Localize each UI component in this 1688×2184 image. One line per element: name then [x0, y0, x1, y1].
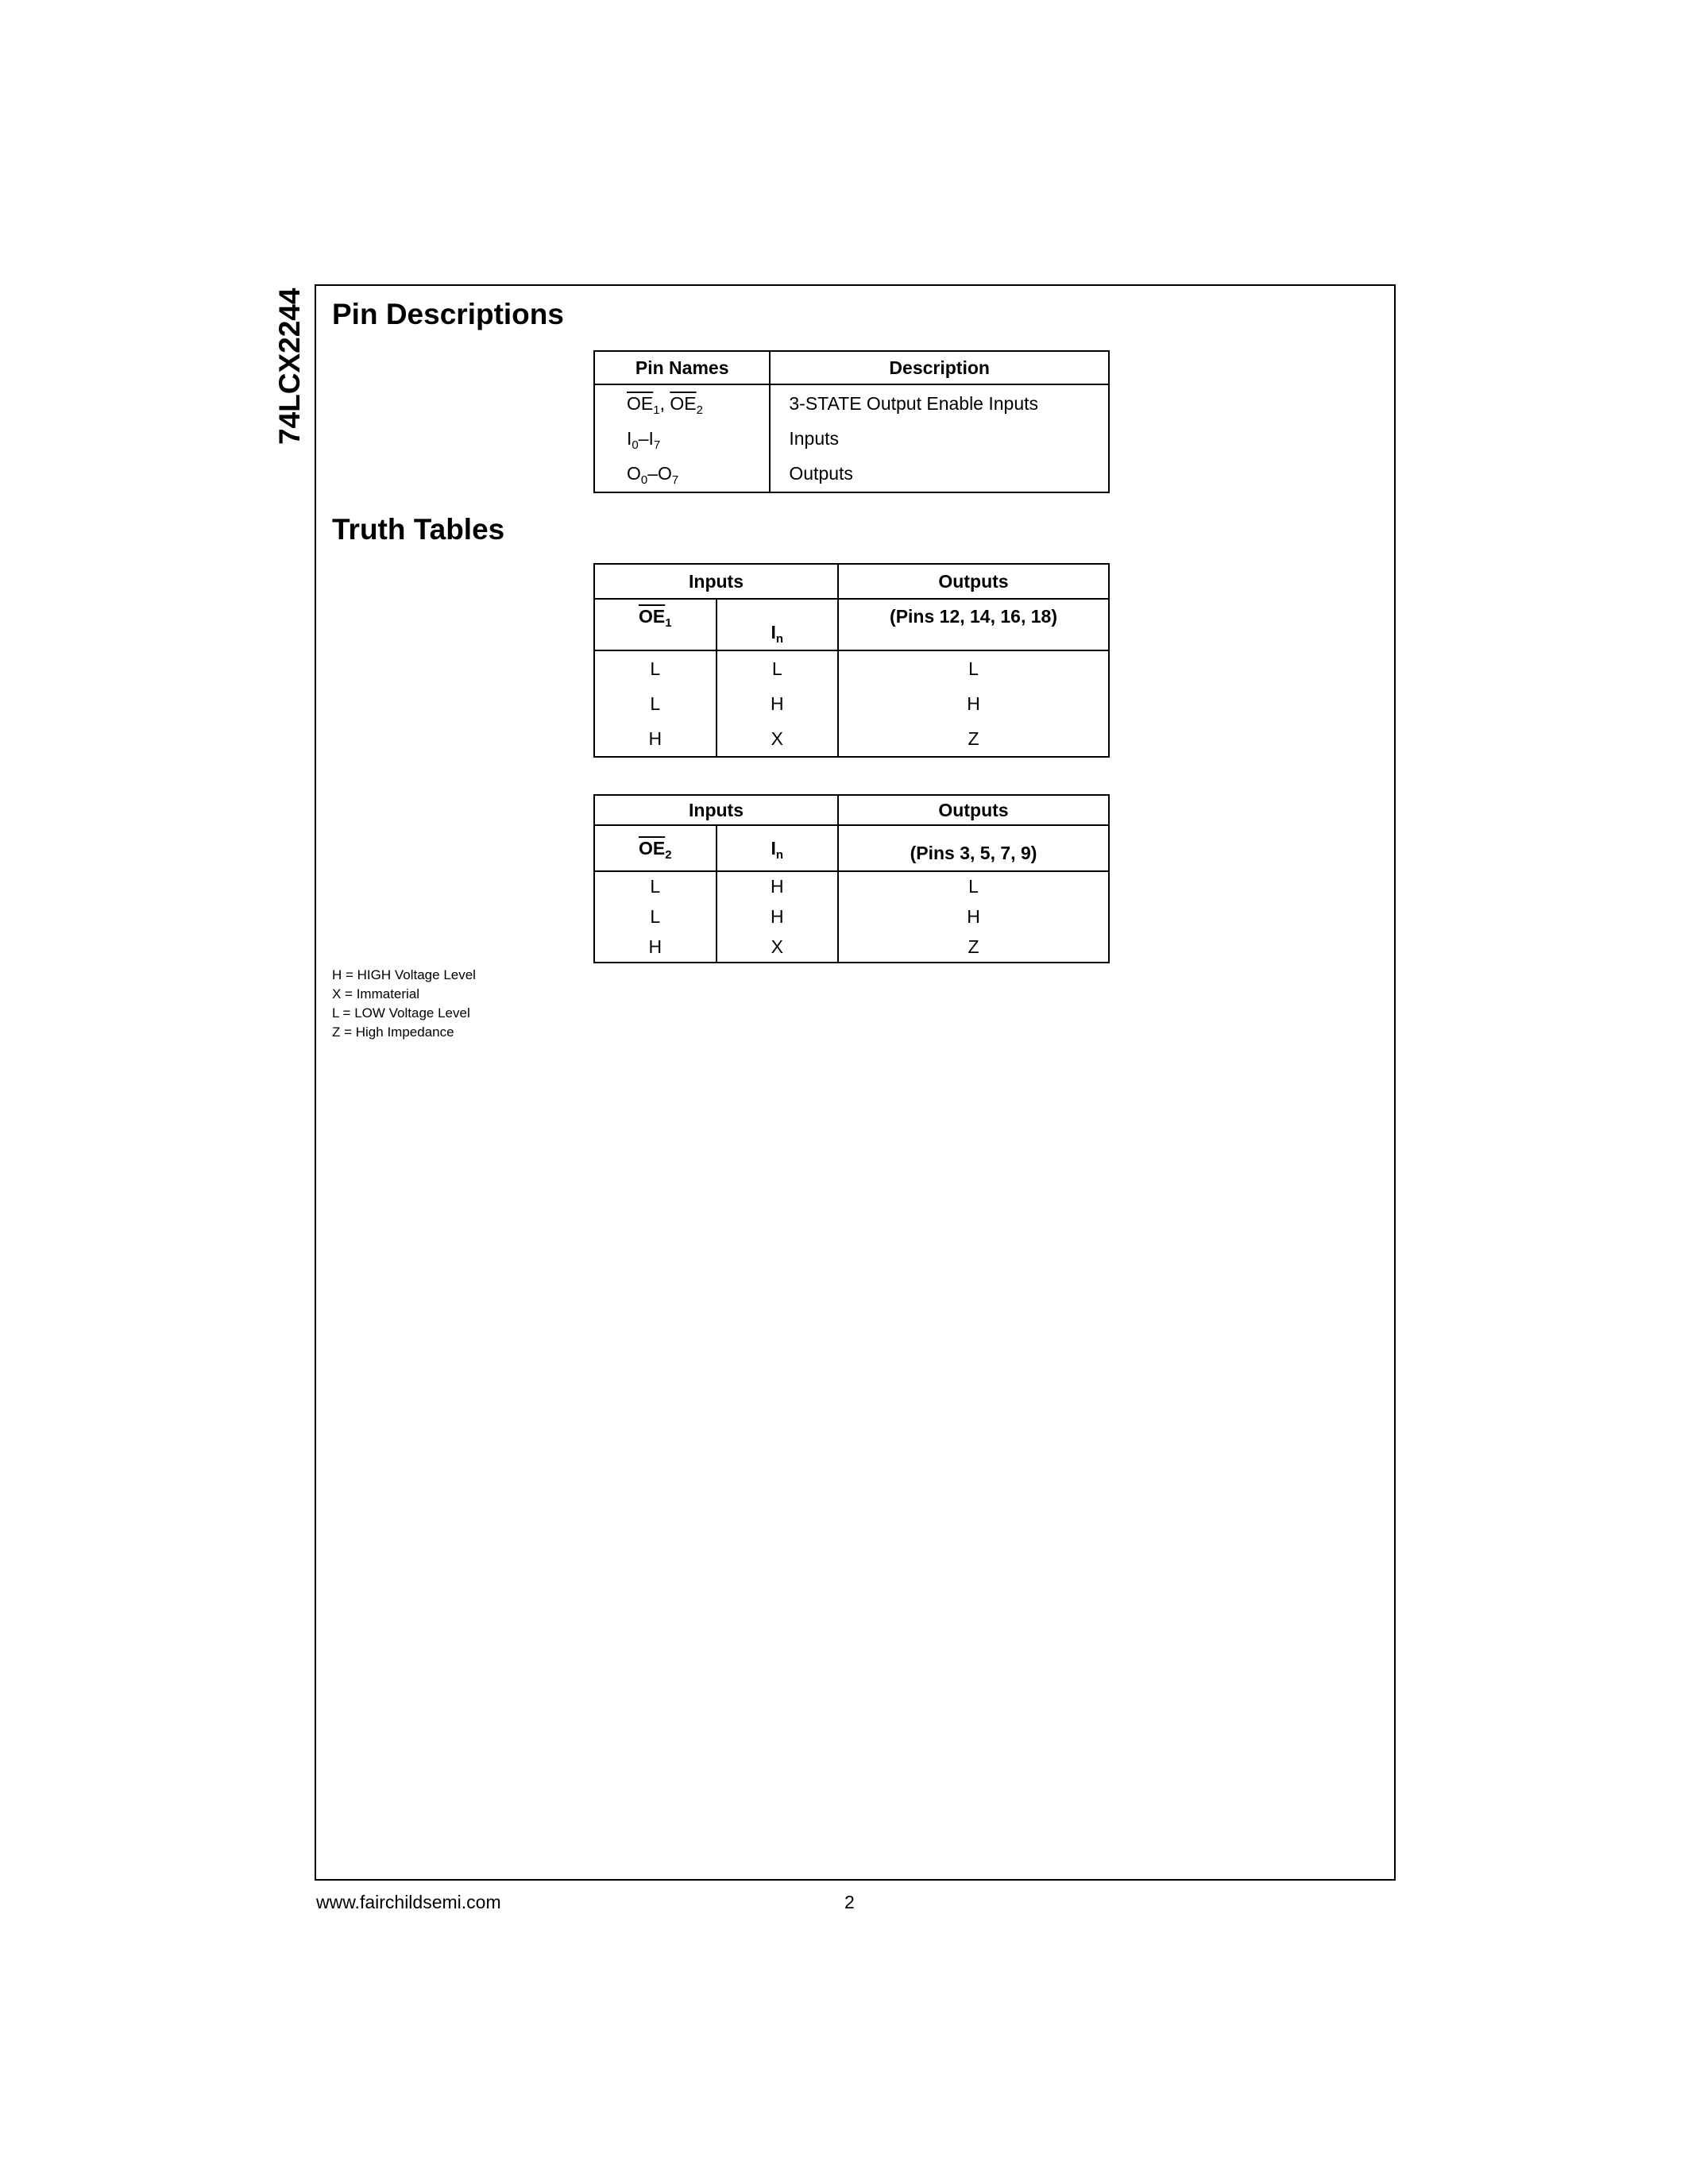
table-row: H X Z: [594, 932, 1109, 963]
pin-names-header: Pin Names: [594, 351, 770, 384]
description-header: Description: [770, 351, 1109, 384]
tt2-outputs-header: Outputs: [838, 795, 1109, 825]
truth-table-1: [593, 563, 1110, 758]
tt1-pins-header: (Pins 12, 14, 16, 18): [838, 599, 1109, 650]
pin-name-inputs: $I_0-I_7$: [627, 428, 661, 452]
tt2-in-header: $I_n$: [717, 825, 838, 871]
tt1-outputs-header: Outputs: [838, 564, 1109, 599]
tt1-oe-header: $\overline{OE}_1$: [594, 599, 717, 650]
side-part-number: 74LCX2244: [273, 287, 306, 445]
tt2-inputs-header: Inputs: [594, 795, 838, 825]
truth-tables-heading: Truth Tables: [332, 513, 505, 546]
page-number: 2: [844, 1892, 855, 1912]
pin-names-column: [594, 384, 770, 492]
pin-desc-oe: 3-STATE Output Enable Inputs: [789, 393, 1039, 414]
table-row: L H L: [594, 871, 1109, 901]
pin-desc-outputs: Outputs: [789, 463, 853, 484]
pin-name-outputs: $O_0-O_7$: [627, 463, 679, 487]
tt2-pins-header: (Pins 3, 5, 7, 9): [838, 825, 1109, 871]
tt1-inputs-header: Inputs: [594, 564, 838, 599]
table-row: L L L: [594, 650, 1109, 686]
pin-descriptions-heading: Pin Descriptions: [332, 298, 564, 330]
tt2-oe-header: $\overline{OE}_2$: [594, 825, 717, 871]
tt1-in-header: $I_n$: [717, 599, 838, 650]
truth-table-legend: [332, 966, 476, 1042]
table-row: L H H: [594, 901, 1109, 932]
legend-item: L = LOW Voltage Level: [332, 1005, 470, 1021]
footer-url: www.fairchildsemi.com: [316, 1892, 501, 1912]
descriptions-column: [770, 384, 1109, 492]
table-row: H X Z: [594, 721, 1109, 757]
pin-desc-inputs: Inputs: [789, 428, 840, 449]
pin-descriptions-table: [593, 350, 1110, 493]
pin-name-oe: $\overline{OE}_1$, $\overline{OE}_2$: [627, 393, 703, 417]
legend-item: H = HIGH Voltage Level: [332, 967, 476, 982]
table-row: L H H: [594, 686, 1109, 721]
legend-item: Z = High Impedance: [332, 1024, 454, 1040]
legend-item: X = Immaterial: [332, 986, 420, 1001]
truth-table-2: [593, 794, 1110, 963]
